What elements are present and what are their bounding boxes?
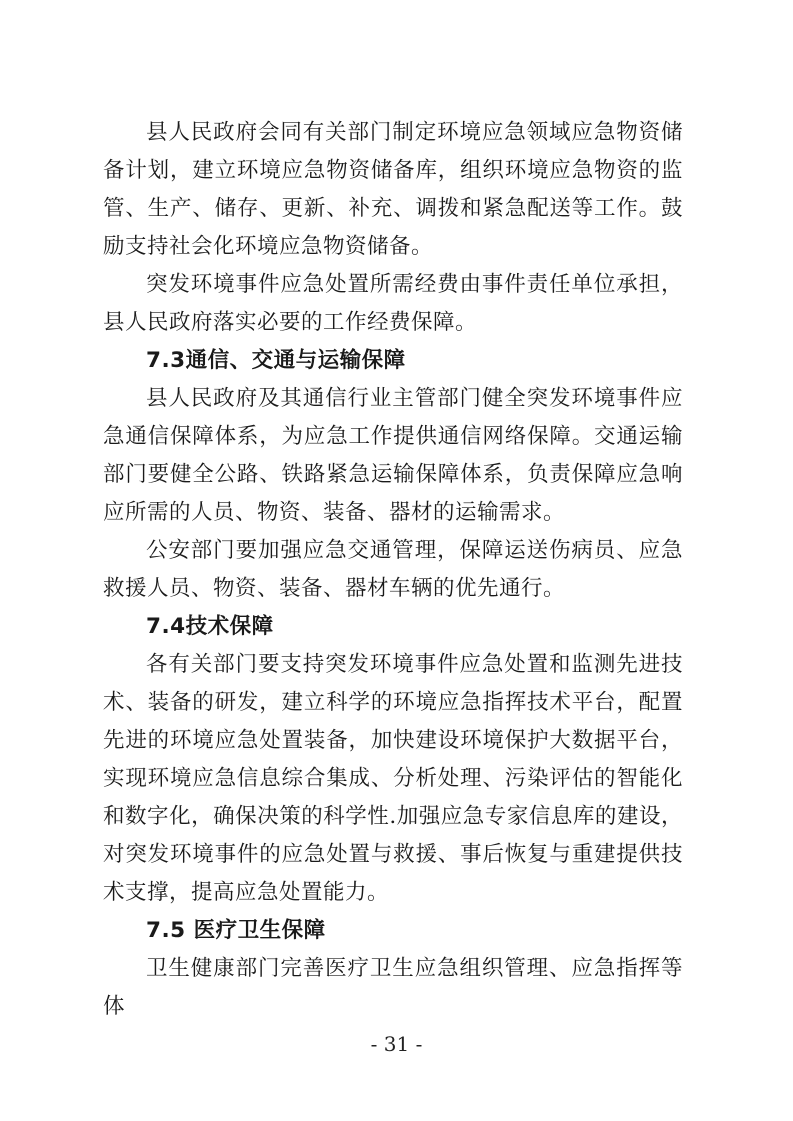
- paragraph-supplies: 县人民政府会同有关部门制定环境应急领域应急物资储备计划，建立环境应急物资储备库，组织环境应急物资的监管、生产、储存、更新、补充、调拨和紧急配送等工作。鼓励支持社会化环境应急物资储备。: [103, 120, 683, 259]
- paragraph-technology: 各有关部门要支持突发环境事件应急处置和监测先进技术、装备的研发，建立科学的环境应急指挥技术平台，配置先进的环境应急处置装备，加快建设环境保护大数据平台，实现环境应急信息综合集成、分析处理、污染评估的智能化和数字化，确保决策的科学性.加强应急专家信息库的建设，对突发环境事件的应急处置与救援、事后恢复与重建提供技术支撑，提高应急处置能力。: [103, 652, 683, 905]
- section-heading-7-3: 7.3通信、交通与运输保障: [146, 348, 406, 373]
- section-heading-7-4: 7.4技术保障: [146, 614, 274, 639]
- document-body: [103, 114, 683, 1026]
- paragraph-medical: 卫生健康部门完善医疗卫生应急组织管理、应急指挥等体: [103, 956, 683, 1019]
- paragraph-traffic: 公安部门要加强应急交通管理，保障运送伤病员、应急救援人员、物资、装备、器材车辆的优先通行。: [103, 538, 683, 601]
- paragraph-funding: 突发环境事件应急处置所需经费由事件责任单位承担，县人民政府落实必要的工作经费保障。: [103, 272, 683, 335]
- paragraph-communications: 县人民政府及其通信行业主管部门健全突发环境事件应急通信保障体系，为应急工作提供通信网络保障。交通运输部门要健全公路、铁路紧急运输保障体系，负责保障应急响应所需的人员、物资、装备、器材的运输需求。: [103, 386, 683, 525]
- section-heading-7-5: 7.5 医疗卫生保障: [146, 918, 326, 943]
- page-number: - 31 -: [370, 1032, 423, 1056]
